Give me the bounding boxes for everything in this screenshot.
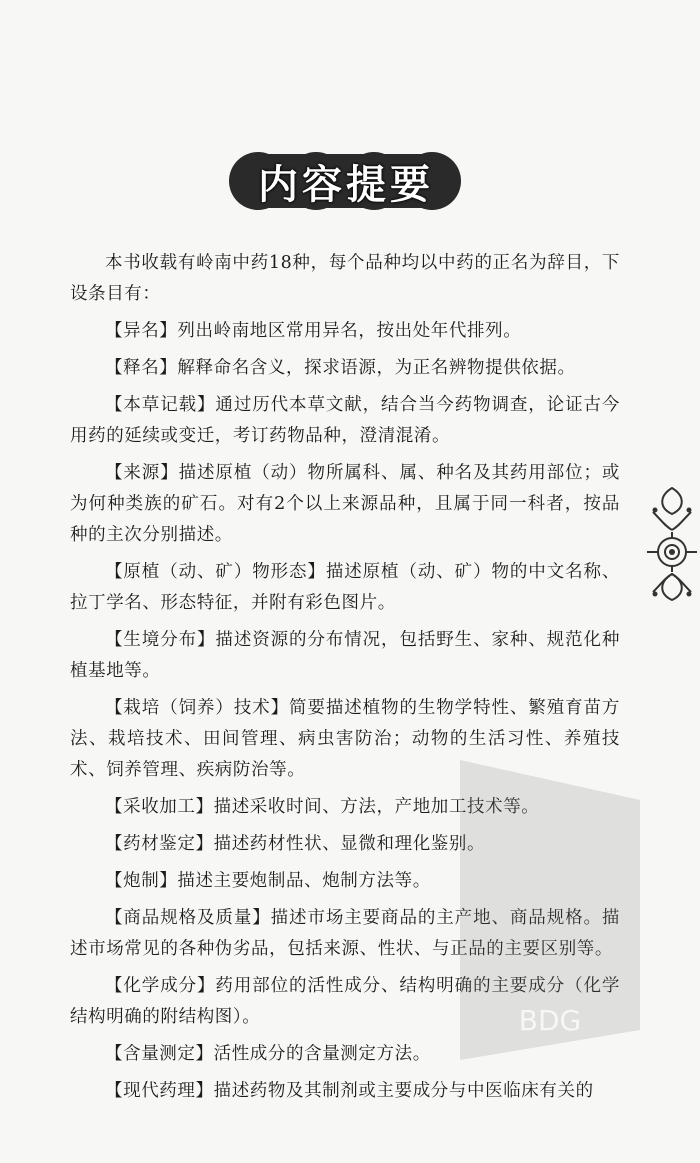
entry-description: 描述采收时间、方法，产地加工技术等。 — [213, 797, 540, 817]
entry-term: 【含量测定】 — [105, 1044, 214, 1064]
entry-paragraph — [70, 458, 620, 551]
entry-description: 列出岭南地区常用异名，按出处年代排列。 — [177, 321, 522, 341]
entry-term: 【商品规格及质量】 — [105, 908, 271, 928]
entry-description: 简要描述植物的生物学特性、繁殖育苗方法、栽培技术、田间管理、病虫害防治；动物的生活习性、养殖技术、饲养管理、疾病防治等。 — [70, 698, 621, 780]
entry-term: 【生境分布】 — [105, 630, 216, 650]
entry-term: 【现代药理】 — [105, 1081, 214, 1101]
entry-paragraph — [70, 1076, 620, 1107]
entry-term: 【栽培（饲养）技术】 — [105, 698, 290, 718]
chinese-knot-ornament-icon — [645, 482, 699, 622]
entry-description: 描述药物及其制剂或主要成分与中医临床有关的 — [213, 1081, 594, 1101]
entry-description: 描述药材性状、显微和理化鉴别。 — [213, 834, 486, 854]
entry-paragraph — [70, 625, 620, 687]
entry-term: 【来源】 — [105, 463, 179, 483]
library-seal-watermark-icon — [440, 740, 660, 1070]
entry-term: 【炮制】 — [105, 871, 178, 891]
entry-description: 描述资源的分布情况，包括野生、家种、规范化种植基地等。 — [70, 630, 620, 681]
entry-term: 【释名】 — [105, 358, 178, 378]
entry-term: 【采收加工】 — [105, 797, 214, 817]
entry-term: 【异名】 — [105, 321, 178, 341]
intro-paragraph: 本书收载有岭南中药18种，每个品种均以中药的正名为辞目，下设条目有： — [70, 253, 620, 304]
entry-description: 描述主要炮制品、炮制方法等。 — [177, 871, 431, 891]
entry-description: 描述原植（动）物所属科、属、种名及其药用部位；或为何种类族的矿石。对有2个以上来源品种，且属于同一科者，按品种的主次分别描述。 — [70, 463, 620, 545]
entry-description: 通过历代本草文献，结合当今药物调查，论证古今用药的延续或变迁，考订药物品种，澄清混淆。 — [70, 395, 620, 446]
entry-term: 【本草记载】 — [105, 395, 216, 415]
entry-term: 【药材鉴定】 — [105, 834, 214, 854]
entry-paragraph — [70, 557, 620, 619]
entry-description: 药用部位的活性成分、结构明确的主要成分（化学结构明确的附结构图）。 — [70, 976, 620, 1027]
entry-paragraph — [70, 353, 620, 384]
entry-description: 描述市场主要商品的主产地、商品规格。描述市场常见的各种伪劣品，包括来源、性状、与正品的主要区别等。 — [70, 908, 620, 959]
entry-description: 解释命名含义，探求语源，为正名辨物提供依据。 — [177, 358, 576, 378]
title-badge — [228, 150, 464, 212]
entry-paragraph — [70, 316, 620, 347]
entry-term: 【化学成分】 — [105, 976, 216, 996]
page-title: 内容提要 — [258, 160, 434, 208]
entry-description: 活性成分的含量测定方法。 — [213, 1044, 431, 1064]
entry-paragraph — [70, 390, 620, 452]
watermark-text: BDG — [518, 1004, 582, 1037]
entry-term: 【原植（动、矿）物形态】 — [105, 562, 326, 582]
entry-description: 描述原植（动、矿）物的中文名称、拉丁学名、形态特征，并附有彩色图片。 — [70, 562, 620, 613]
